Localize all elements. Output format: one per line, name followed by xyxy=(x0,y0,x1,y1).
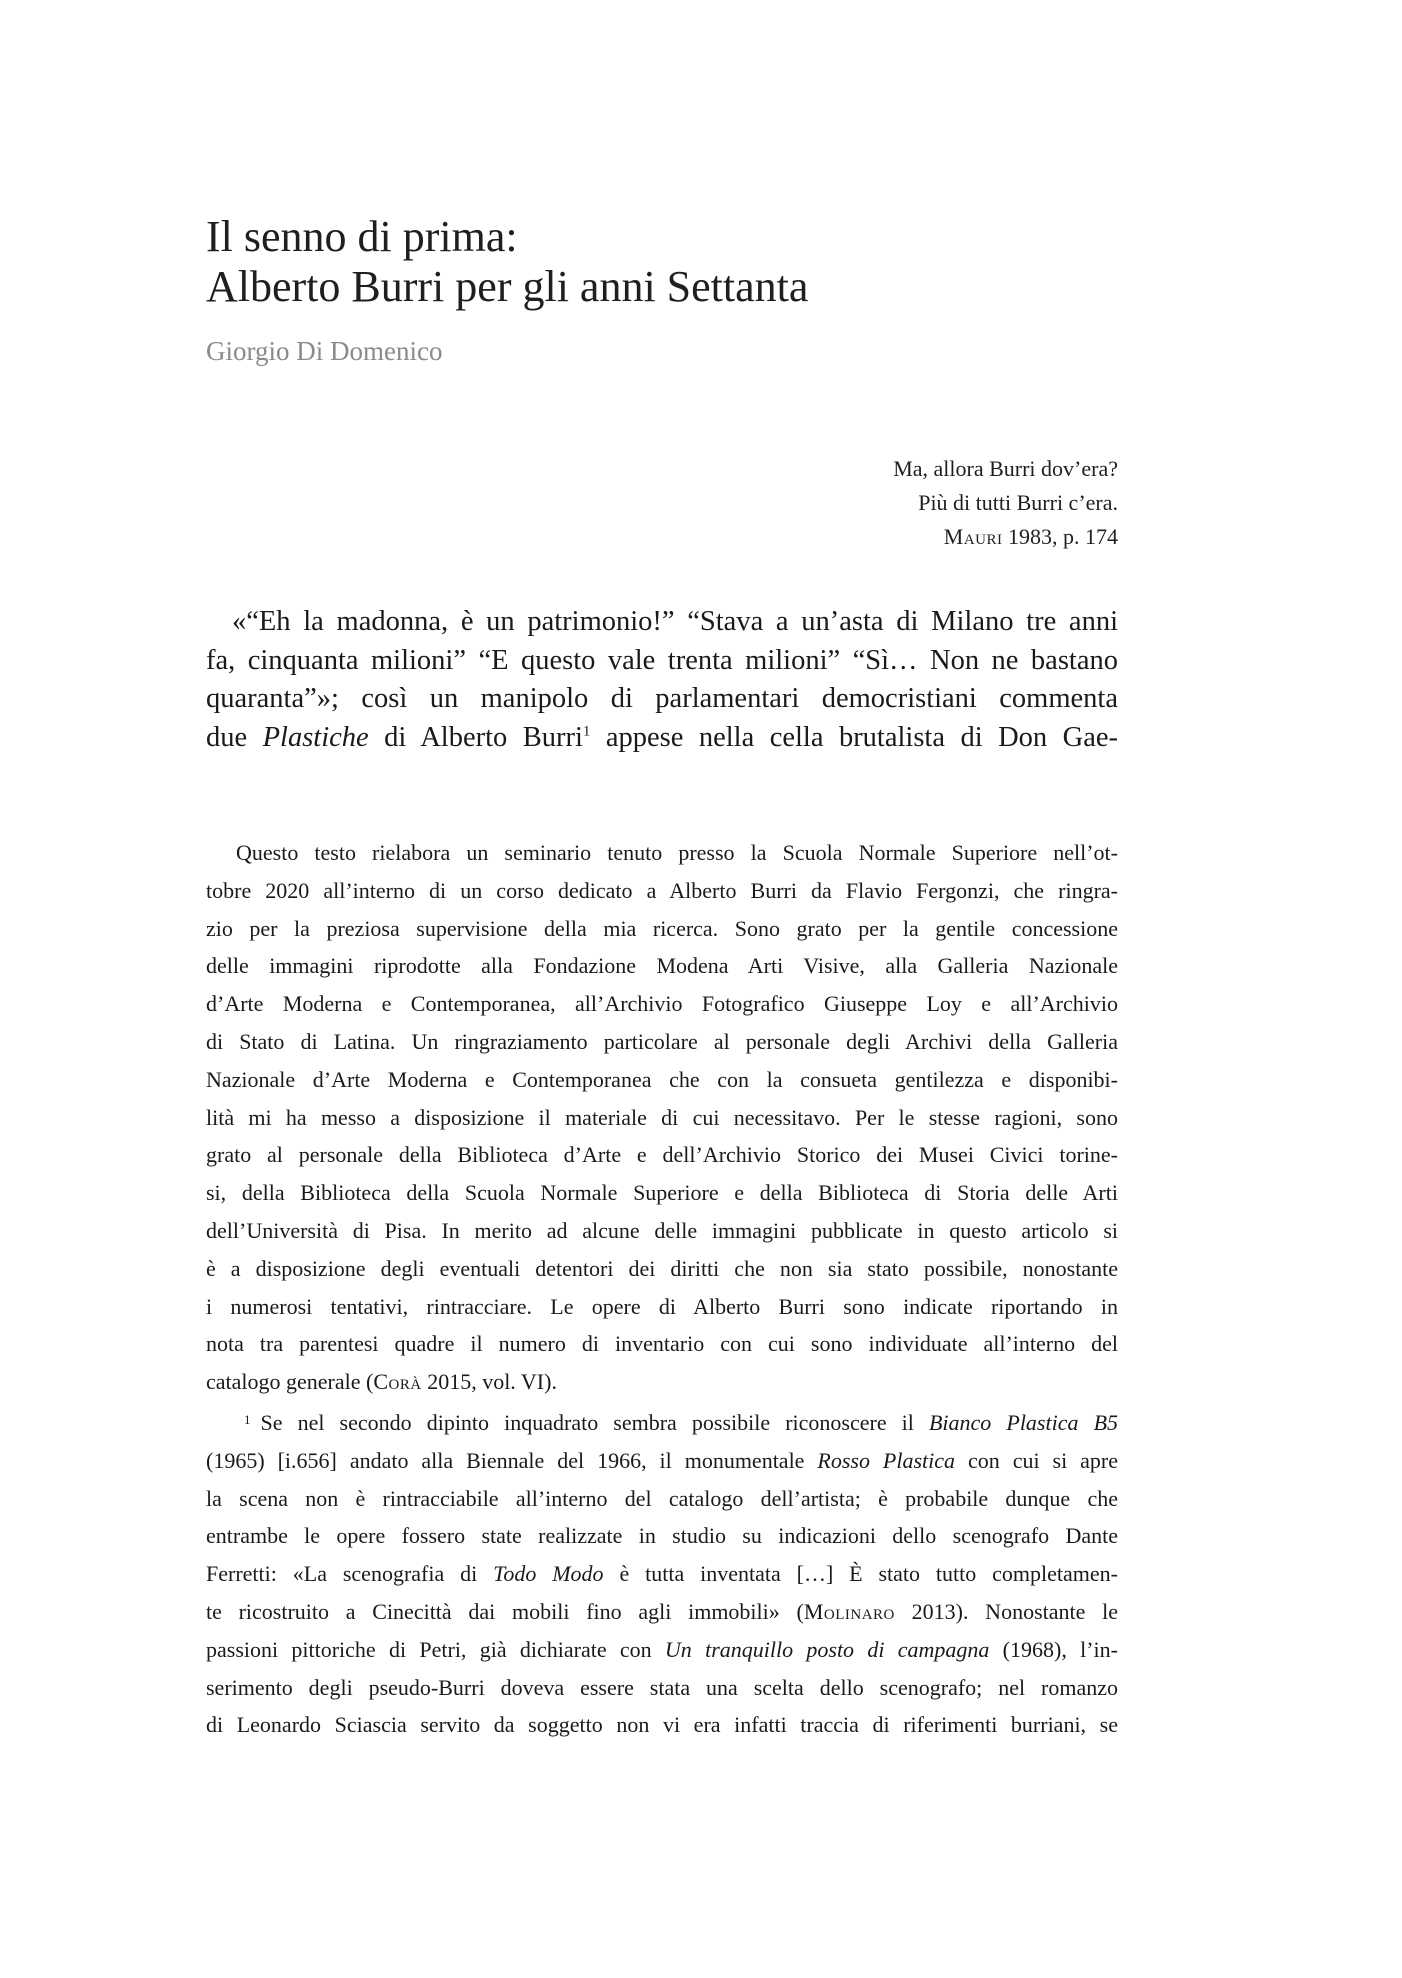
note-line: grato al personale della Biblioteca d’Arte e dell’Archivio Storico dei Musei Civici torine- xyxy=(206,1142,1118,1168)
note-line: i numerosi tentativi, rintracciare. Le opere di Alberto Burri sono indicate riportando in xyxy=(206,1293,1118,1319)
epigraph xyxy=(893,452,1118,554)
note-text-fragment: Se nel secondo dipinto inquadrato sembra possibile riconoscere il xyxy=(260,1409,929,1435)
footnotes xyxy=(206,834,1118,1744)
citation-author: Molinaro xyxy=(803,1598,895,1624)
note-line: è a disposizione degli eventuali detentori dei diritti che non sia stato possibile, nonostante xyxy=(206,1255,1118,1281)
film-title: Un tranquillo posto di campagna xyxy=(664,1636,990,1662)
epigraph-source-ref: 1983, p. 174 xyxy=(1002,524,1118,549)
page xyxy=(206,0,1118,1978)
footnote-1-line-4: entrambe le opere fossero state realizzate in studio su indicazioni dello scenografo Dante xyxy=(206,1523,1118,1549)
note-line: dell’Università di Pisa. In merito ad alcune delle immagini pubblicate in questo articolo si xyxy=(206,1217,1118,1243)
article-title xyxy=(206,212,1118,312)
note-line: Questo testo rielabora un seminario tenuto presso la Scuola Normale Superiore nell’ot- xyxy=(236,840,1118,865)
footnote-ref[interactable]: 1 xyxy=(582,723,591,739)
note-text-fragment: (1965) [i.656] andato alla Biennale del 1966, il monumentale xyxy=(206,1447,818,1473)
body-text-fragment: di Alberto Burri xyxy=(368,721,583,753)
footnote-1-line-7 xyxy=(206,1631,1118,1669)
note-line: d’Arte Moderna e Contemporanea, all’Archivio Fotografico Giuseppe Loy e all’Archivio xyxy=(206,991,1118,1017)
body-line-4 xyxy=(206,719,1118,758)
note-line: zio per la preziosa supervisione della mia ricerca. Sono grato per la gentile concessione xyxy=(206,915,1118,941)
body-text-fragment: due xyxy=(206,721,263,753)
note-text-fragment: passioni pittoriche di Petri, già dichiarate con xyxy=(206,1636,665,1662)
note-line: tobre 2020 all’interno di un corso dedicato a Alberto Burri da Flavio Fergonzi, che ringra- xyxy=(206,877,1118,903)
epigraph-line-1: Ma, allora Burri dov’era? xyxy=(893,456,1118,481)
note-line xyxy=(206,1363,1118,1401)
artwork-title: Rosso Plastica xyxy=(817,1447,956,1473)
body-text-fragment: appese nella cella brutalista di Don Gae- xyxy=(590,721,1118,753)
note-line: lità mi ha messo a disposizione il materiale di cui necessitavo. Per le stesse ragioni, sono xyxy=(206,1104,1118,1130)
note-line: delle immagini riprodotte alla Fondazione Modena Arti Visive, alla Galleria Nazionale xyxy=(206,953,1118,979)
note-text-fragment: 2013). Nonostante le xyxy=(894,1598,1118,1624)
book-title: Todo Modo xyxy=(493,1561,604,1587)
footnote-1-line-6 xyxy=(206,1593,1118,1631)
body-line-2: fa, cinquanta milioni” “E questo vale trenta milioni” “Sì… Non ne bastano xyxy=(206,644,1118,676)
note-text-fragment: Ferretti: «La scenografia di xyxy=(206,1561,494,1587)
footnote-1-line-8: serimento degli pseudo-Burri doveva essere stata una scelta dello scenografo; nel romanzo xyxy=(206,1674,1118,1700)
note-line: Nazionale d’Arte Moderna e Contemporanea che con la consueta gentilezza e disponibi- xyxy=(206,1066,1118,1092)
note-line: di Stato di Latina. Un ringraziamento particolare al personale degli Archivi della Galleria xyxy=(206,1028,1118,1054)
note-text-fragment: catalogo generale ( xyxy=(206,1369,374,1395)
artwork-title: Bianco Plastica B5 xyxy=(928,1409,1119,1435)
note-text-fragment: con cui si apre xyxy=(955,1447,1119,1473)
footnote-number: 1 xyxy=(244,1411,251,1427)
body-line-3: quaranta”»; così un manipolo di parlamentari democristiani commenta xyxy=(206,683,1118,714)
epigraph-line-2: Più di tutti Burri c’era. xyxy=(918,490,1118,515)
body-line-1: «“Eh la madonna, è un patrimonio!” “Stava a un’asta di Milano tre anni xyxy=(232,606,1118,637)
citation-author: Corà xyxy=(373,1369,422,1395)
footnote-1-line-2 xyxy=(206,1442,1118,1480)
footnote-1-line-9: di Leonardo Sciascia servito da soggetto non vi era infatti traccia di riferimenti burriani, se xyxy=(206,1712,1118,1738)
body-paragraph xyxy=(206,603,1118,757)
footnote-1-line-5 xyxy=(206,1555,1118,1593)
epigraph-source xyxy=(893,520,1118,554)
note-text-fragment: (1968), l’in- xyxy=(989,1636,1118,1662)
epigraph-source-name: Mauri xyxy=(943,524,1003,549)
note-text-fragment: è tutta inventata […] È stato tutto completamen- xyxy=(603,1561,1118,1587)
note-line: nota tra parentesi quadre il numero di inventario con cui sono individuate all’interno del xyxy=(206,1331,1118,1357)
title-line-1: Il senno di prima: xyxy=(206,212,518,261)
footnote-1-line-3: la scena non è rintracciabile all’interno del catalogo dell’artista; è probabile dunque che xyxy=(206,1485,1118,1511)
artwork-title: Plastiche xyxy=(262,721,369,753)
note-text-fragment: te ricostruito a Cinecittà dai mobili fino agli immobili» ( xyxy=(206,1598,804,1624)
note-text-fragment: 2015, vol. VI). xyxy=(421,1369,557,1395)
footnote-1-line-1 xyxy=(206,1401,1118,1442)
author-name: Giorgio Di Domenico xyxy=(206,336,443,366)
acknowledgement-note xyxy=(206,834,1118,1363)
title-line-2: Alberto Burri per gli anni Settanta xyxy=(206,262,809,311)
note-line: si, della Biblioteca della Scuola Normale Superiore e della Biblioteca di Storia delle Arti xyxy=(206,1180,1118,1206)
